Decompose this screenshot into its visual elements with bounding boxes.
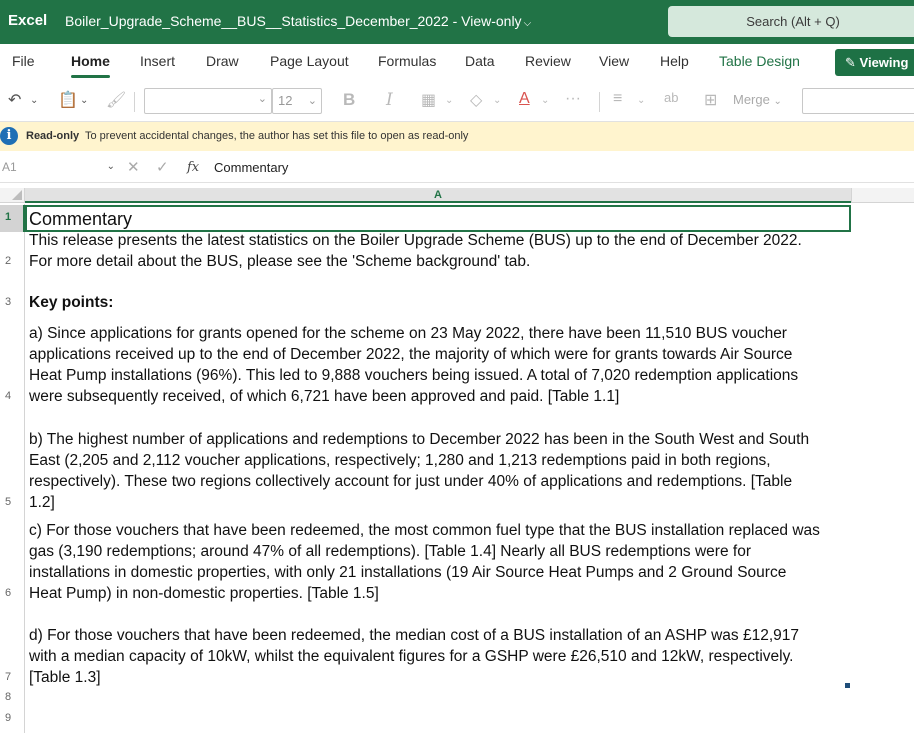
merge-icon[interactable]: ⊞ bbox=[704, 92, 718, 109]
document-name: Boiler_Upgrade_Scheme__BUS__Statistics_December_2022 bbox=[65, 13, 449, 29]
chevron-down-icon[interactable]: ⌄ bbox=[445, 95, 454, 106]
wrap-text-icon[interactable]: ab bbox=[664, 90, 679, 105]
viewing-label: Viewing bbox=[859, 55, 909, 70]
chevron-down-icon: ⌄ bbox=[106, 161, 115, 172]
chevron-down-icon[interactable]: ⌄ bbox=[493, 95, 502, 106]
viewing-mode-button[interactable] bbox=[835, 49, 914, 76]
select-all-button[interactable] bbox=[0, 188, 25, 203]
cell-line: gas (3,190 redemptions; around 47% of all redemptions). [Table 1.4] Nearly all BUS redemptions were for bbox=[29, 543, 751, 560]
function-icon[interactable]: fx bbox=[187, 160, 200, 175]
tab-data[interactable]: Data bbox=[465, 53, 495, 69]
cell-a7[interactable] bbox=[29, 625, 851, 688]
row-header-5[interactable]: 5 bbox=[5, 496, 12, 508]
tab-help[interactable]: Help bbox=[660, 53, 689, 69]
chevron-down-icon[interactable]: ⌄ bbox=[30, 95, 39, 106]
bold-button[interactable]: B bbox=[343, 90, 356, 109]
format-painter-icon[interactable]: 🖌 bbox=[106, 92, 127, 109]
cell-a5[interactable] bbox=[29, 429, 851, 513]
font-size-select[interactable] bbox=[272, 88, 322, 114]
tab-insert[interactable]: Insert bbox=[140, 53, 176, 69]
row-header-6[interactable]: 6 bbox=[5, 587, 12, 599]
chevron-down-icon[interactable]: ⌄ bbox=[541, 95, 550, 106]
tab-view[interactable]: View bbox=[599, 53, 630, 69]
font-size-value: 12 bbox=[278, 93, 293, 108]
font-color-button[interactable]: A bbox=[519, 90, 530, 107]
chevron-down-icon[interactable]: ⌄ bbox=[637, 95, 646, 106]
chevron-down-icon: ⌵ bbox=[523, 18, 532, 29]
cell-line: 1.2] bbox=[29, 494, 55, 511]
name-box[interactable] bbox=[0, 157, 117, 177]
tab-draw[interactable]: Draw bbox=[206, 53, 239, 69]
cancel-icon: ✕ bbox=[127, 159, 140, 176]
cell-line: East (2,205 and 2,112 voucher applications, respectively; 1,280 and 1,213 redemptions paid in both regions, bbox=[29, 452, 771, 469]
info-icon: i bbox=[0, 127, 18, 145]
chevron-down-icon: ⌄ bbox=[773, 96, 782, 107]
cell-line: were subsequently received, of which 6,721 have been approved and paid. [Table 1.1] bbox=[29, 388, 620, 405]
ribbon-toolbar bbox=[0, 80, 914, 122]
readonly-message: To prevent accidental changes, the author has set this file to open as read-only bbox=[85, 130, 469, 142]
tab-review[interactable]: Review bbox=[525, 53, 571, 69]
undo-icon[interactable]: ↶ bbox=[8, 92, 22, 109]
number-format-select[interactable] bbox=[802, 88, 914, 114]
cell-a2[interactable] bbox=[29, 230, 851, 272]
row-header-3[interactable]: 3 bbox=[5, 296, 12, 308]
search-input[interactable]: Search (Alt + Q) bbox=[668, 6, 914, 37]
font-name-select[interactable] bbox=[144, 88, 272, 114]
clipboard-icon[interactable]: 📋 bbox=[58, 92, 78, 109]
cell-line: Commentary bbox=[29, 209, 133, 229]
cell-line: This release presents the latest statistics on the Boiler Upgrade Scheme (BUS) up to the end of December 2022. bbox=[29, 232, 802, 249]
tab-file[interactable]: File bbox=[12, 53, 35, 69]
fill-handle[interactable] bbox=[845, 683, 850, 688]
chevron-down-icon: ⌄ bbox=[257, 93, 267, 105]
row-header-7[interactable]: 7 bbox=[5, 671, 12, 683]
more-options-button[interactable]: ··· bbox=[565, 90, 581, 107]
borders-icon[interactable]: ▦ bbox=[421, 92, 437, 109]
merge-button[interactable]: Merge ⌄ bbox=[733, 92, 782, 107]
cell-line: Heat Pump installations (96%). This led to 9,888 vouchers being issued. A total of 7,020 redemption applications bbox=[29, 367, 799, 384]
cell-line: a) Since applications for grants opened for the scheme on 23 May 2022, there have been 11,510 BUS voucher bbox=[29, 325, 787, 342]
app-name[interactable]: Excel bbox=[8, 12, 48, 29]
divider bbox=[599, 92, 600, 112]
cell-line: with a median capacity of 10kW, whilst the equivalent figures for a GSHP were £26,510 and 12kW, respectively. bbox=[29, 648, 794, 665]
title-bar bbox=[0, 0, 914, 44]
cell-line: c) For those vouchers that have been redeemed, the most common fuel type that the BUS installation replaced was bbox=[29, 522, 820, 539]
divider bbox=[134, 92, 135, 112]
cell-line: b) The highest number of applications and redemptions to December 2022 has been in the South West and South bbox=[29, 431, 810, 448]
cell-line: For more detail about the BUS, please see the 'Scheme background' tab. bbox=[29, 253, 531, 270]
readonly-title: Read-only bbox=[26, 130, 80, 142]
formula-bar bbox=[0, 151, 914, 183]
column-header-a[interactable]: A bbox=[25, 188, 851, 203]
cell-line: installations in domestic properties, with only 21 installations (19 Air Source Heat Pumps and 2 Ground Source bbox=[29, 564, 787, 581]
ribbon-tabs bbox=[0, 44, 914, 80]
cell-line: Key points: bbox=[29, 294, 114, 311]
cell-a6[interactable] bbox=[29, 520, 851, 604]
tab-table-design[interactable]: Table Design bbox=[719, 53, 800, 69]
row-header-1[interactable]: 1 bbox=[5, 211, 12, 223]
row-header-4[interactable]: 4 bbox=[5, 390, 12, 402]
confirm-icon: ✓ bbox=[156, 159, 169, 176]
fill-color-icon[interactable]: ◇ bbox=[470, 92, 483, 109]
row-header-strip bbox=[0, 204, 25, 733]
align-icon[interactable]: ≡ bbox=[613, 90, 623, 107]
name-box-value: A1 bbox=[2, 160, 17, 174]
chevron-down-icon: ⌄ bbox=[307, 95, 317, 107]
document-title[interactable]: Boiler_Upgrade_Scheme__BUS__Statistics_December_2022 - View-only ⌵ bbox=[65, 13, 532, 29]
chevron-down-icon[interactable]: ⌄ bbox=[80, 95, 89, 106]
italic-button[interactable]: I bbox=[386, 90, 393, 110]
formula-input[interactable]: Commentary bbox=[214, 160, 289, 175]
cell-line: respectively). These two regions collectively account for just under 40% of applications and redemptions. [Table bbox=[29, 473, 793, 490]
cell-line: Heat Pump) in non-domestic properties. [Table 1.5] bbox=[29, 585, 379, 602]
tab-home[interactable]: Home bbox=[71, 53, 110, 69]
row-header-9[interactable]: 9 bbox=[5, 712, 12, 724]
document-mode: View-only bbox=[461, 13, 522, 29]
cell-line: [Table 1.3] bbox=[29, 669, 101, 686]
tab-page-layout[interactable]: Page Layout bbox=[270, 53, 349, 69]
readonly-notification-bar bbox=[0, 122, 914, 151]
tab-formulas[interactable]: Formulas bbox=[378, 53, 437, 69]
cell-a4[interactable] bbox=[29, 323, 851, 407]
selected-cell-outline bbox=[25, 205, 851, 232]
cell-a3[interactable] bbox=[29, 292, 851, 313]
column-header-empty bbox=[851, 188, 914, 203]
cell-line: d) For those vouchers that have been redeemed, the median cost of a BUS installation of an ASHP was £12,917 bbox=[29, 627, 800, 644]
pencil-off-icon: ✎ bbox=[845, 55, 856, 70]
cell-line: applications received up to the end of December 2022, the majority of which were for grants towards Air Source bbox=[29, 346, 793, 363]
row-header-8[interactable]: 8 bbox=[5, 691, 12, 703]
row-header-2[interactable]: 2 bbox=[5, 255, 12, 267]
